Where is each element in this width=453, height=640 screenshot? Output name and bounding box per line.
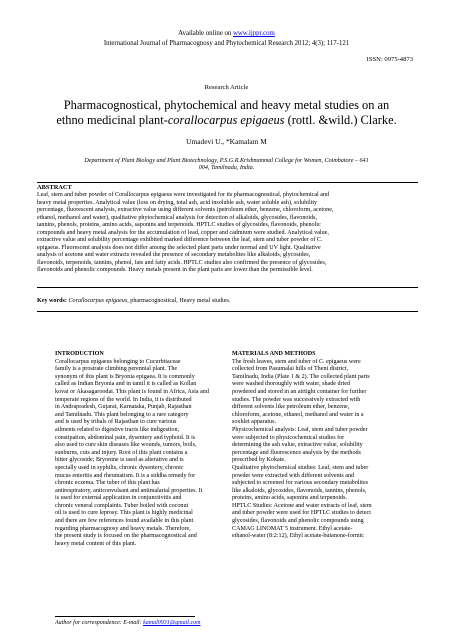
- methods-line: Qualitative phytochemical studies: Leaf, stem and tuber: [232, 464, 369, 471]
- journal-website-link[interactable]: www.ijppr.com: [232, 30, 275, 37]
- methods-line: were subjected to physicochemical studies for: [232, 434, 345, 441]
- intro-line: the present study is focused on the pharmacognostical and: [55, 533, 197, 540]
- title-line-2-suffix: (rottl. &wild.) Clarke.: [284, 113, 397, 127]
- correspondence-footnote: [55, 620, 200, 626]
- article-title: [36, 98, 417, 128]
- keywords-label: Key words:: [37, 298, 67, 304]
- methods-line: subjected to screened for various secondary metabolites: [232, 480, 369, 487]
- intro-line: bitter glycoside; Bryonine is used as alterative and is: [55, 457, 184, 464]
- affiliation-line-2: 004, Tamilnadu, India.: [198, 165, 255, 172]
- title-line-2: [36, 113, 417, 128]
- intro-line: constipation, abdominal pain, dysentery and typhoid. It is: [55, 434, 196, 441]
- intro-line: family is a prostrate climbing perennial plant. The: [55, 366, 178, 373]
- abstract-line: flavonoids, terpenoids, tannins, phenol, fats and fatty acids. HPTLC studies also confirmed the presence of glycosides,: [37, 259, 327, 266]
- intro-line: also used to cure skin diseases like wounds, tumors, boils,: [55, 442, 197, 449]
- authors: Umadevi U., *Kamalam M: [186, 137, 267, 146]
- keywords: [37, 298, 418, 304]
- methods-line: determining the ash value, extractive value, solubility: [232, 442, 363, 449]
- affiliation-line-1: Department of Plant Biology and Plant Biotechnology, P.S.G.R.Krishnammal College for Women, Coimbatore – 641: [84, 158, 369, 164]
- abstract-line: Leaf, stem and tuber powder of Corallocarpus epigaeus were investigated for its pharmacognostical, phytochemical and: [37, 192, 330, 198]
- availability-prefix: Available online on: [178, 30, 233, 37]
- intro-line: called as Indian Bryonia and in tamil it is called as Kollan: [55, 381, 197, 388]
- keywords-rest: , pharmacognostical, Heavy metal studies.: [127, 298, 231, 304]
- abstract-body: [37, 192, 418, 275]
- author-email-link[interactable]: kamal0931@gmail.com: [143, 620, 201, 626]
- intro-line: synonym of this plant is Bryonia epigaea. It is commonly: [55, 373, 195, 380]
- intro-line: specially used in syphilis, chronic dysentery, chronic: [55, 464, 184, 471]
- introduction-heading: INTRODUCTION: [55, 351, 104, 357]
- methods-line: like alkaloids, glycosides, flavonoids, tannins, phenols,: [232, 487, 367, 494]
- abstract-line: extractive value and solubility percentage exhibited marked difference between the leaf, stem and tuber powder of C.: [37, 237, 323, 244]
- abstract-line: epigaeus. Fluorescent analysis does not differ among the selected plant parts under normal and UV light. Qualitative: [37, 244, 321, 251]
- introduction-column: [55, 351, 235, 548]
- abstract-line: ethanol, methanol and water), qualitative phytochemical analysis for detection of alkaloids, glycosides, flavonoids,: [37, 214, 318, 221]
- footnote-rule: [55, 616, 195, 617]
- methods-line: and tuber powder were used for HPTLC studies to detect: [232, 510, 371, 517]
- methods-line: were washed thoroughly with water, shade dried: [232, 381, 351, 388]
- methods-column: [232, 351, 415, 541]
- availability-line: [0, 30, 453, 38]
- abstract-line: heavy metal properties. Analytical value (loss on drying, total ash, acid insoluble ash, water soluble ash), solubility: [37, 199, 318, 206]
- methods-line: different solvents like petroleum ether, benzene,: [232, 404, 350, 411]
- intro-line: temperate regions of the world. In India, it is distributed: [55, 396, 192, 403]
- abstract-line: compounds and heavy metal analysis for the accumulation of lead, copper and cadmium were studied. Analytical value,: [37, 229, 329, 236]
- title-line-2-prefix: ethno medicinal plant-: [56, 113, 168, 127]
- methods-line: The fresh leaves, stem and tuber of C. epigaeus were: [232, 358, 361, 365]
- methods-line: ethanol-water (8:2:12), Ethyl acetate-butanone-formic: [232, 533, 364, 540]
- methods-line: Tamilnadu, India (Plate 1 & 2). The collected plant parts: [232, 373, 370, 380]
- abstract-line: analysis of acetone and water extracts revealed the presence of secondary metabolites like alkaloids, glycosides,: [37, 252, 311, 259]
- intro-line: Corallocarpus epigaeus belonging to Cucurbitaceae: [55, 358, 181, 365]
- abstract-line: percentage, fluorescent analysis, extractive value using different solvents (petroleum ether, benzene, chloroform, acetone,: [37, 207, 334, 214]
- footnote-prefix: Author for correspondence: E-mail:: [55, 620, 144, 626]
- methods-line: percentage and fluorescence analysis by the methods: [232, 449, 361, 456]
- intro-line: mucus enteritis and rheumatism. It is a siddha remedy for: [55, 472, 196, 479]
- title-line-1: Pharmacognostical, phytochemical and heavy metal studies on an: [63, 98, 390, 112]
- methods-line: glycosides, flavonoids and phenolic compounds using: [232, 518, 364, 525]
- journal-citation: International Journal of Pharmacognosy and Phytochemical Research 2012; 4(3); 117-121: [103, 40, 350, 47]
- abstract-heading: ABSTRACT: [37, 184, 72, 191]
- methods-line: collected from Pasumalai hills of Theni district,: [232, 366, 349, 373]
- methods-line: HPTLC Studies: Acetone and water extracts of leaf, stem: [232, 502, 372, 509]
- intro-line: ailments related to digestive tracts like indigestion,: [55, 426, 180, 433]
- article-type: Research Article: [204, 84, 249, 91]
- methods-line: prescribed by Kokate.: [232, 457, 286, 464]
- methods-line: soxhlet apparatus.: [232, 419, 276, 426]
- intro-line: sunburns, cuts and injury. Root of this plant contains a: [55, 449, 188, 456]
- abstract-bottom-rule: [37, 287, 418, 288]
- intro-line: is used for external application in conjunctivitis and: [55, 495, 182, 502]
- methods-line: Physicochemical analysis: Leaf, stem and tuber powder: [232, 426, 368, 433]
- methods-line: powdered and stored in an airtight container for further: [232, 388, 367, 395]
- abstract-top-rule: [37, 182, 418, 183]
- issn: ISSN: 0975-4873: [366, 56, 413, 63]
- intro-line: regarding pharmacognosy and heavy metals. Therefore,: [55, 525, 191, 532]
- intro-line: and is used by tribals of Rajasthan to cure various: [55, 419, 177, 426]
- intro-line: oil is used to cure leprosy. This plant is highly medicinal: [55, 510, 193, 517]
- methods-line: powder were extracted with different solvents and: [232, 472, 355, 479]
- intro-line: and Tamilnadu. This plant belonging to a rare category: [55, 411, 189, 418]
- keywords-rule: [37, 311, 418, 312]
- methods-line: studies. The powder was successively extracted with: [232, 396, 361, 403]
- intro-line: in Andrapradesh, Gujarat, Karnataka, Punjab, Rajasthan: [55, 404, 192, 411]
- keywords-species: Corallocarpus epigaeus: [66, 298, 128, 304]
- abstract-line: flavonoids and phenolic compounds. Heavy metals present in the plant parts are lower than the permissible level.: [37, 267, 313, 274]
- intro-line: chronic veneral complaints. Tuber boiled with coconut: [55, 502, 189, 509]
- intro-line: heavy metal content of this plant.: [55, 540, 137, 547]
- methods-line: chloroform, acetone, ethanol, methanol and water in a: [232, 411, 364, 418]
- affiliation: [46, 158, 407, 173]
- intro-line: kovai or Akasagaroodai. This plant is found in Africa, Asia and: [55, 388, 209, 395]
- title-species: corallocarpus epigaeus: [167, 113, 285, 127]
- intro-line: antirespiratory, anticonvulsant and antimalarial properties. It: [55, 487, 203, 494]
- abstract-line: tannins, phenols, proteins, amino acids, saponins and terpenoids. HPTLC studies of glycosides, flavonoids, phenolic: [37, 222, 321, 229]
- methods-line: proteins, amino acids, saponins and terpenoids.: [232, 495, 348, 502]
- methods-line: CAMAG LINOMAT 5 instrument. Ethyl acetate-: [232, 525, 353, 532]
- methods-heading: MATERIALS AND METHODS: [232, 351, 316, 357]
- intro-line: and there are few references found available in this plant: [55, 518, 194, 525]
- intro-line: chronic eczema. The tuber of this plant has: [55, 480, 160, 487]
